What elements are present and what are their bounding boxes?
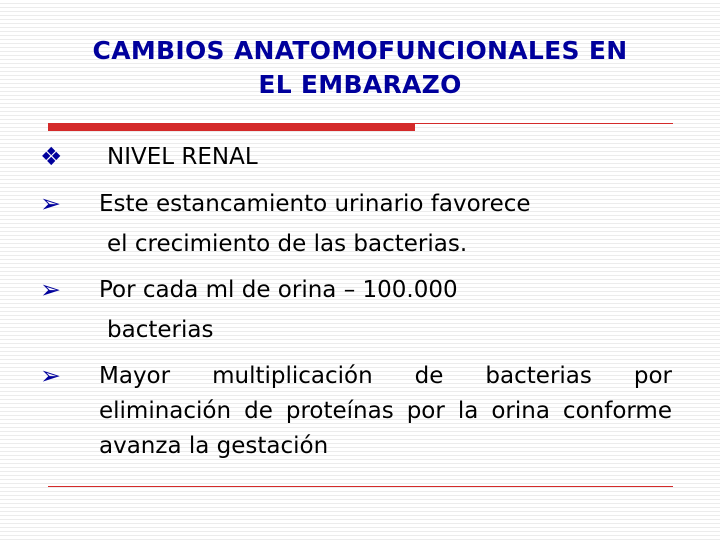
item-2-line-2: bacterias — [107, 317, 214, 343]
diamond-bullet-icon: ❖ — [40, 142, 63, 171]
item-1-line-1: Este estancamiento urinario favorece — [99, 191, 531, 217]
top-rule-accent — [48, 124, 415, 131]
arrow-bullet-icon: ➢ — [40, 275, 61, 304]
item-3-line-1: Mayor multiplicación de bacterias por — [99, 363, 672, 389]
item-1-line-2: el crecimiento de las bacterias. — [107, 231, 468, 257]
item-2-line-1: Por cada ml de orina – 100.000 — [99, 277, 458, 303]
item-3-line-2: eliminación de proteínas por la orina conforme — [99, 398, 672, 424]
arrow-bullet-icon: ➢ — [40, 189, 61, 218]
bottom-rule — [48, 486, 673, 487]
section-heading: NIVEL RENAL — [107, 144, 258, 170]
arrow-bullet-icon: ➢ — [40, 361, 61, 390]
title-line-2: EL EMBARAZO — [258, 70, 462, 99]
slide-title — [40, 34, 680, 102]
title-line-1: CAMBIOS ANATOMOFUNCIONALES EN — [92, 36, 628, 65]
item-3-line-3: avanza la gestación — [99, 433, 329, 459]
